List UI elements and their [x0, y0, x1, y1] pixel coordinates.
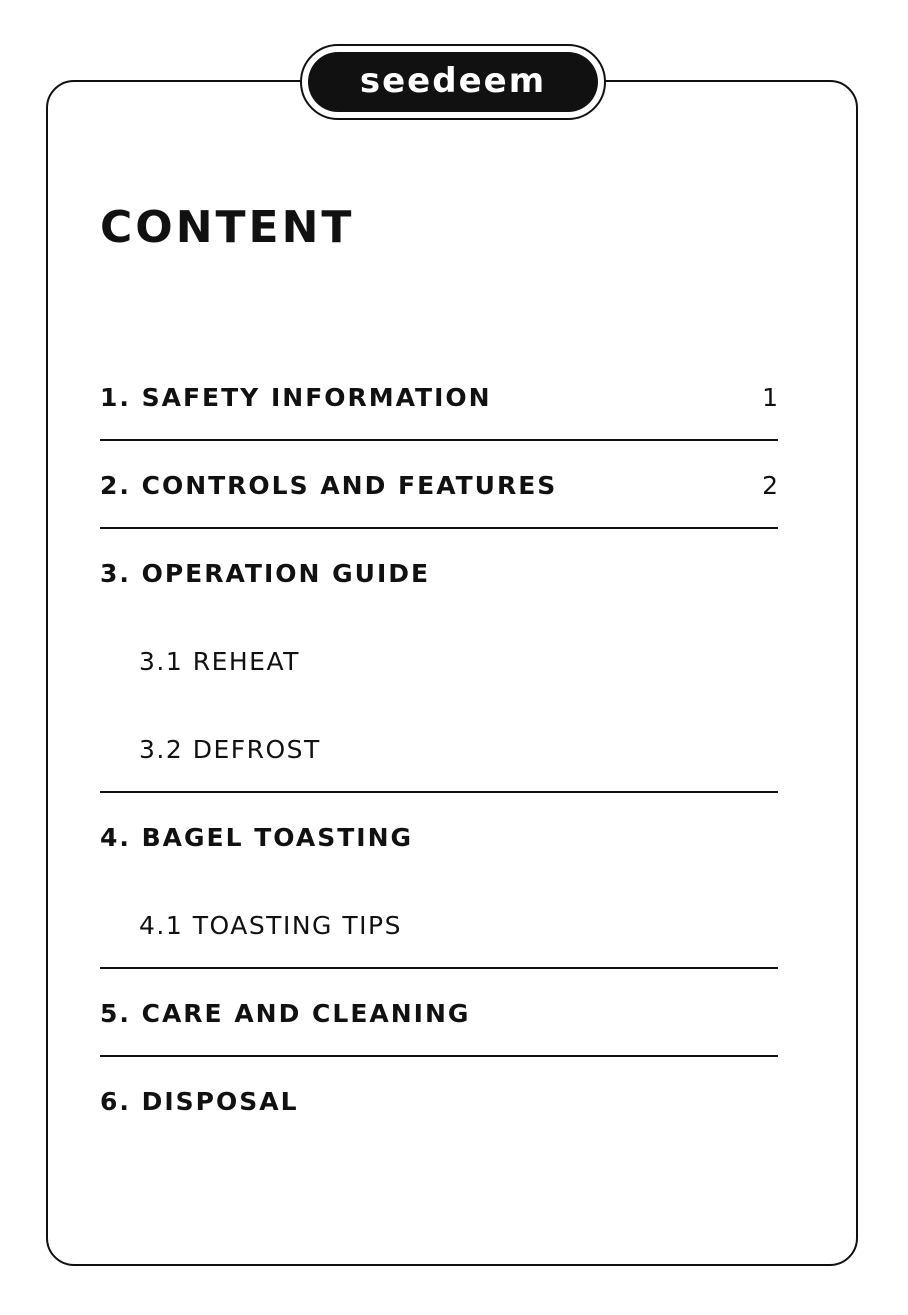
brand-logo [300, 44, 606, 120]
toc-entry-page-number: 1 [762, 383, 778, 412]
brand-logo-badge [308, 52, 598, 112]
toc-entry-label: 2. CONTROLS AND FEATURES [100, 471, 558, 500]
page-title: CONTENT [100, 202, 355, 253]
toc-entry-label: 6. DISPOSAL [100, 1087, 299, 1116]
toc-entry-care-and-cleaning[interactable] [100, 969, 778, 1057]
toc-subentry-defrost[interactable] [100, 705, 778, 793]
toc-entry-bagel-toasting[interactable] [100, 793, 778, 881]
toc-subentry-label: 3.2 DEFROST [139, 735, 321, 764]
toc-entry-page-number: 2 [762, 471, 778, 500]
toc-entry-operation-guide[interactable] [100, 529, 778, 617]
toc-entry-controls-and-features[interactable] [100, 441, 778, 529]
toc-subentry-toasting-tips[interactable] [100, 881, 778, 969]
toc-entry-label: 5. CARE AND CLEANING [100, 999, 471, 1028]
toc-entry-disposal[interactable] [100, 1057, 778, 1145]
toc-subentry-label: 3.1 REHEAT [139, 647, 300, 676]
toc-entry-label: 3. OPERATION GUIDE [100, 559, 431, 588]
table-of-contents [100, 353, 778, 1145]
toc-subentry-reheat[interactable] [100, 617, 778, 705]
brand-logo-text: seedeem [359, 61, 547, 101]
toc-entry-label: 4. BAGEL TOASTING [100, 823, 414, 852]
toc-entry-safety-information[interactable] [100, 353, 778, 441]
toc-entry-label: 1. SAFETY INFORMATION [100, 383, 492, 412]
toc-subentry-label: 4.1 TOASTING TIPS [139, 911, 402, 940]
